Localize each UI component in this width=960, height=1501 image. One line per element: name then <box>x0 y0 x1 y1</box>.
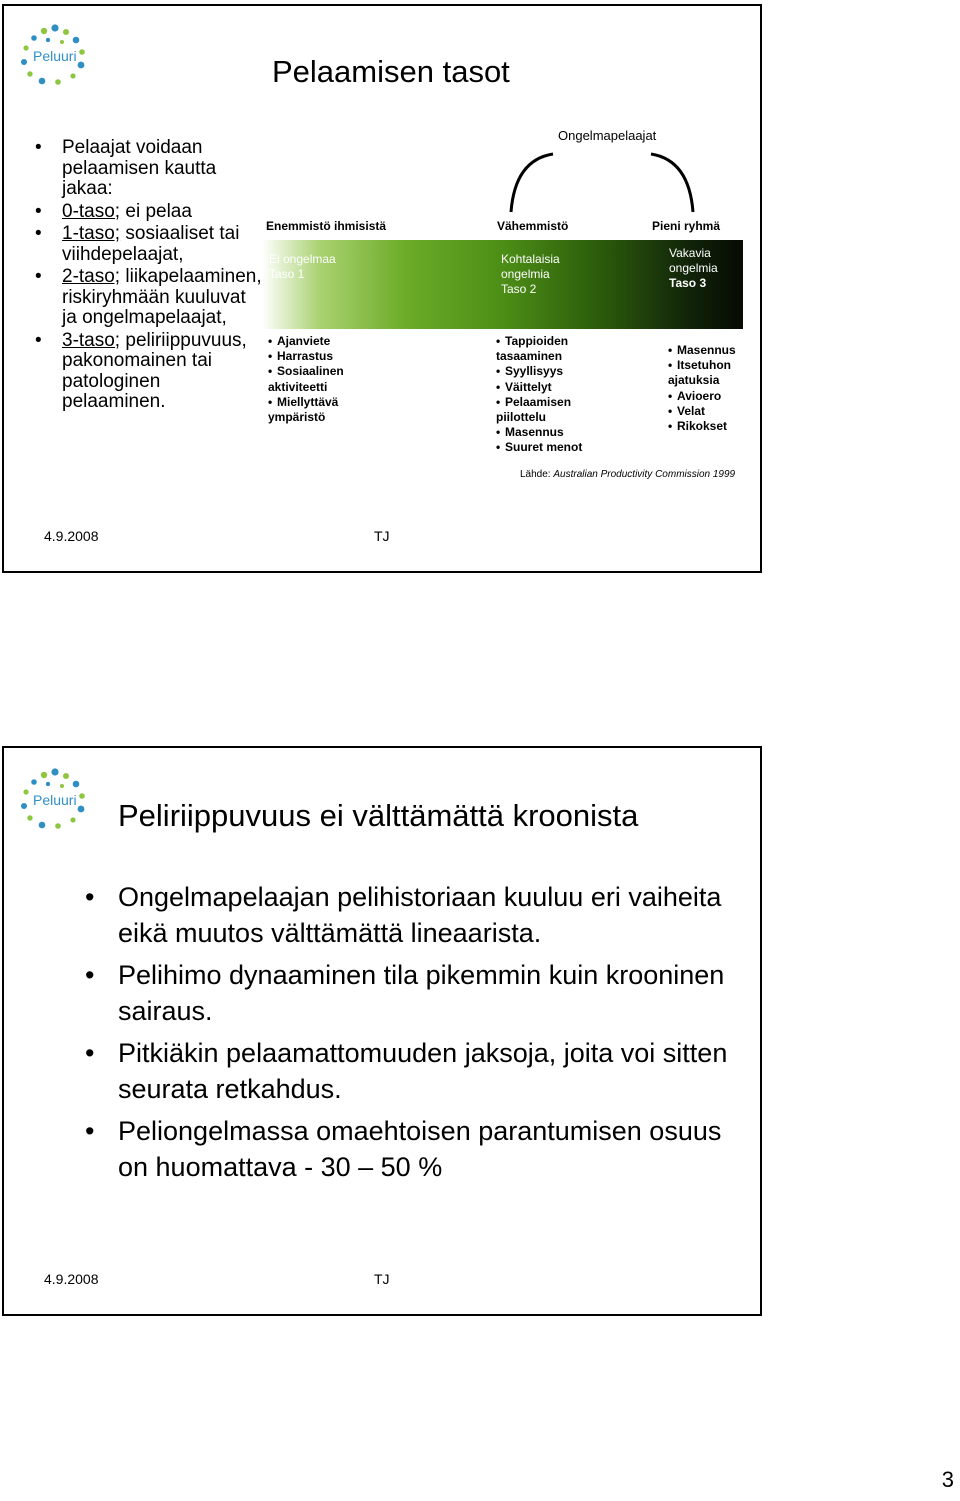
list-item: aktiviteetti <box>268 379 328 394</box>
band-label-taso-1: Ei ongelmaa Taso 1 <box>269 252 336 281</box>
slide-1-date: 4.9.2008 <box>44 528 99 544</box>
slide-1-initials: TJ <box>374 528 390 544</box>
bullet-item: • Pelaajat voidaan pelaamisen kautta jakaa: <box>62 138 262 200</box>
header-pieni-ryhma: Pieni ryhmä <box>652 219 721 233</box>
list-item: ajatuksia <box>668 373 720 388</box>
slide-2-title: Peliriippuvuus ei välttämättä kroonista <box>118 798 639 833</box>
list-item: tasaaminen <box>496 349 563 364</box>
bullet-item: • Peliongelmassa omaehtoisen parantumisen osuus on huomattava - 30 – 50 % <box>118 1114 738 1185</box>
slide-2-date: 4.9.2008 <box>44 1271 99 1287</box>
list-item: • Pelaamisen <box>496 395 626 410</box>
list-item: • Syyllisyys <box>496 364 626 379</box>
list-item: ympäristö <box>268 410 326 425</box>
list-item: • Velat <box>668 404 758 419</box>
logo-text: Peluuri <box>33 48 77 64</box>
slide-2-initials: TJ <box>374 1271 390 1287</box>
header-vahemmisto: Vähemmistö <box>497 219 569 233</box>
header-enemmisto: Enemmistö ihmisistä <box>266 219 387 233</box>
list-item: • Miellyttävä <box>268 395 388 410</box>
bullet-item: • Ongelmapelaajan pelihistoriaan kuuluu eri vaiheita eikä muutos välttämättä lineaarista. <box>118 880 738 951</box>
slide-2-bullet-list <box>118 880 738 1192</box>
band-label-taso-2: Kohtalaisia ongelmia Taso 2 <box>501 252 560 296</box>
taso-1-list <box>268 334 388 425</box>
peluuri-logo <box>18 766 90 832</box>
taso-3-list <box>668 343 758 434</box>
list-item: • Suuret menot <box>496 440 626 455</box>
logo-text: Peluuri <box>33 792 77 808</box>
ongelmapelaajat-label: Ongelmapelaajat <box>558 128 657 143</box>
list-item: • Masennus <box>668 343 758 358</box>
bullet-item: • 1-taso; sosiaaliset tai viihdepelaajat, <box>62 224 262 265</box>
list-item: • Tappioiden <box>496 334 626 349</box>
list-item: • Harrastus <box>268 349 388 364</box>
page-number: 3 <box>941 1467 954 1492</box>
list-item: • Itsetuhon <box>668 358 758 373</box>
list-item: • Väittelyt <box>496 380 626 395</box>
list-item: • Ajanviete <box>268 334 388 349</box>
slide-1-bullet-list <box>62 138 262 415</box>
taso-2-list <box>496 334 626 456</box>
list-item: • Sosiaalinen <box>268 364 388 379</box>
list-item: piilottelu <box>496 410 546 425</box>
band-label-taso-3: Vakavia ongelmia Taso 3 <box>669 246 718 290</box>
bullet-item: • Pelihimo dynaaminen tila pikemmin kuin krooninen sairaus. <box>118 958 738 1029</box>
list-item: • Rikokset <box>668 419 758 434</box>
list-item: • Avioero <box>668 389 758 404</box>
slide-1-title: Pelaamisen tasot <box>272 54 510 89</box>
bullet-item: • Pitkiäkin pelaamattomuuden jaksoja, joita voi sitten seurata retkahdus. <box>118 1036 738 1107</box>
bullet-item: • 2-taso; liikapelaaminen, riskiryhmään kuuluvat ja ongelmapelaajat, <box>62 267 262 329</box>
bracket-arc <box>505 146 699 214</box>
bullet-item: • 0-taso; ei pelaa <box>62 202 262 223</box>
bullet-item: • 3-taso; peliriippuvuus, pakonomainen tai patologinen pelaaminen. <box>62 331 262 413</box>
peluuri-logo <box>18 22 90 88</box>
list-item: • Masennus <box>496 425 626 440</box>
source-citation: Lähde: Australian Productivity Commission 1999 <box>520 469 736 480</box>
